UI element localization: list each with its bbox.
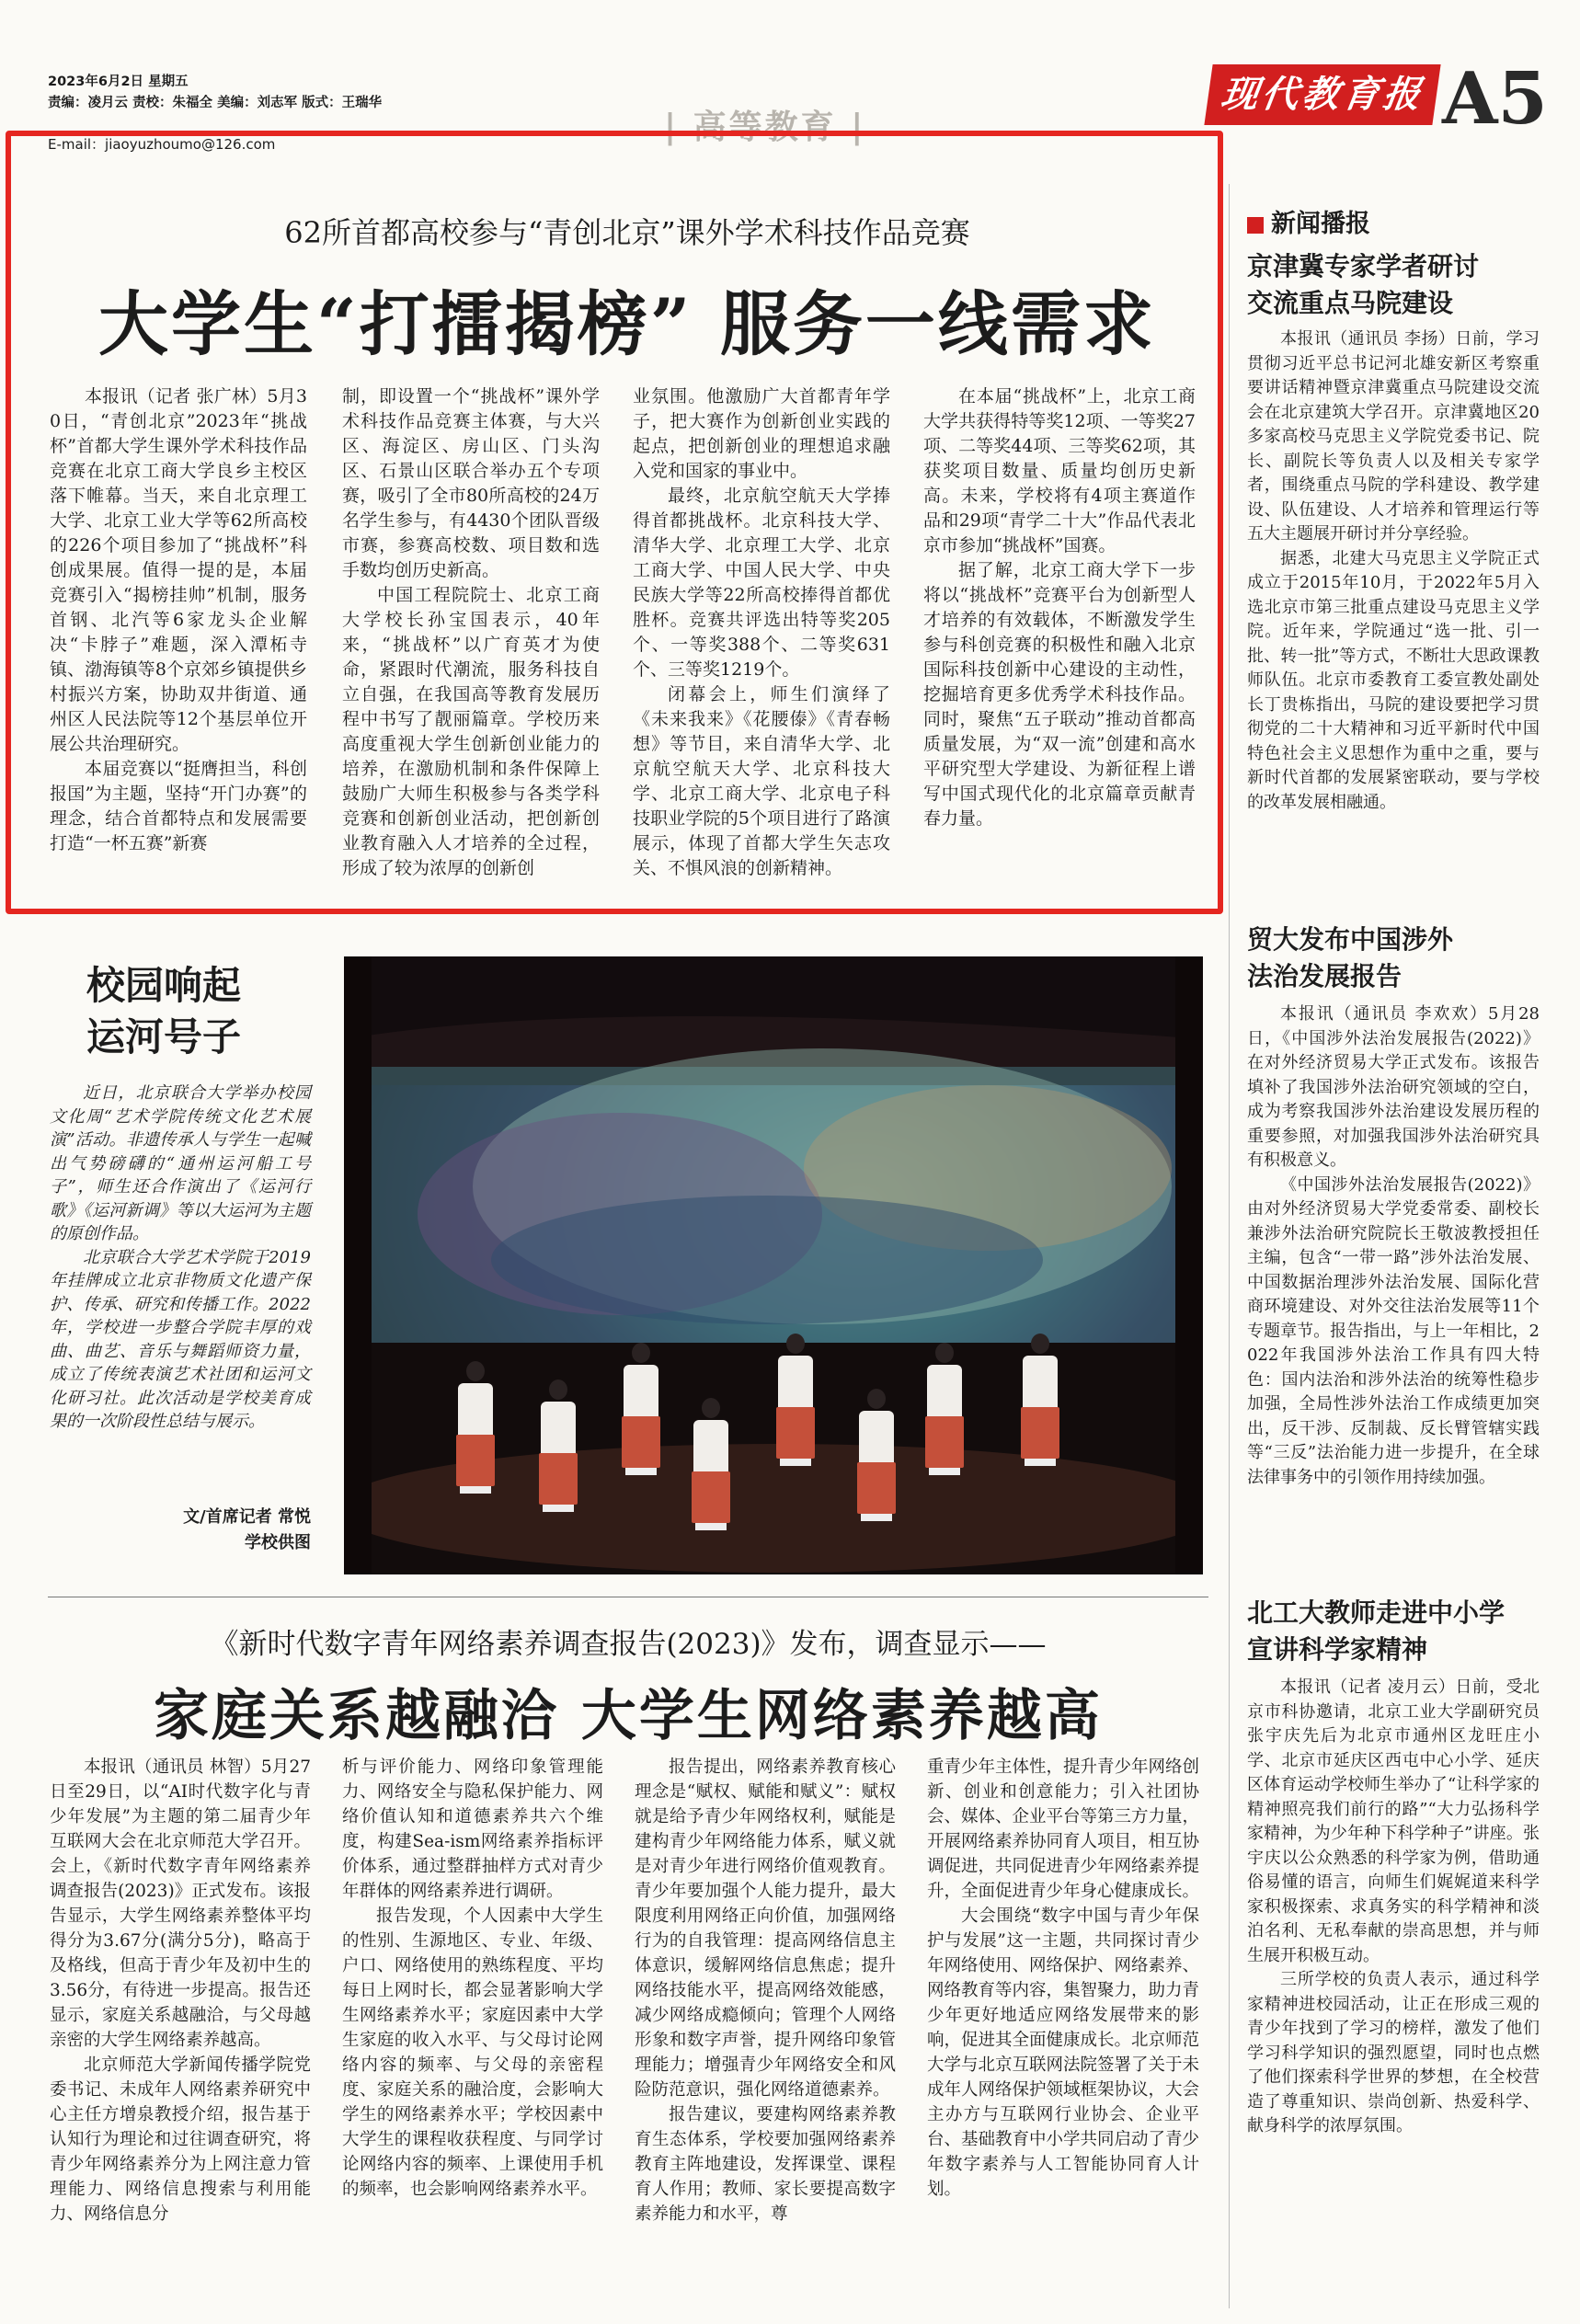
paragraph: 大会围绕“数字中国与青少年保护与发展”这一主题，共同探讨青少年网络使用、网络保护、网络素养、网络教育等内容，集智聚力，助力青少年更好地适应网络发展带来的影响，促进其全面健康成长。北京师范大学与北京互联网法院签署了关于未成年人网络保护领域框架协议，大会主办方与互联网行业协会、企业平台、基础教育中小学共同启动了青少年数字素养与人工智能协同育人计划。 — [927, 1906, 1200, 2199]
paragraph: 报告建议，要建构网络素养教育生态体系，学校要加强网络素养教育主阵地建设，发挥课堂、课程育人作用；教师、家长要提高数字素养能力和水平，尊 — [635, 2105, 896, 2224]
masthead-meta — [48, 72, 382, 114]
paragraph: 业氛围。他激励广大首都青年学子，把大赛作为创新创业实践的起点，把创新创业的理想追求融入党和国家的事业中。 — [633, 386, 890, 481]
campus-story-body — [50, 1082, 311, 1434]
paragraph: 重青少年主体性，提升青少年网络创新、创业和创意能力；引入社团协会、媒体、企业平台等第三方力量，开展网络素养协同育人项目，相互协调促进，共同促进青少年网络素养提升，全面促进青少年身心健康成长。 — [927, 1757, 1200, 1901]
paragraph: 北京师范大学新闻传播学院党委书记、未成年人网络素养研究中心主任方增泉教授介绍，报告基于认知行为理论和过往调查研究，将青少年网络素养分为上网注意力管理能力、网络信息搜索与利用能力、网络信息分 — [50, 2055, 311, 2224]
section-label-text: 新闻播报 — [1271, 210, 1370, 238]
dancer — [690, 1398, 732, 1536]
date-line: 2023年6月2日 星期五 — [48, 74, 189, 89]
paragraph: 北京联合大学艺术学院于2019年挂牌成立北京非物质文化遗产保护、传承、研究和传播工作。2022年，学校进一步整合学院丰厚的戏曲、曲艺、音乐与舞蹈师资力量，成立了传统表演艺术社团和运河文化研习社。此次活动是学校美育成果的一次阶段性总结与展示。 — [50, 1247, 311, 1431]
newspaper-logo: 现代教育报 — [1204, 64, 1440, 125]
sidebar-story1-headline — [1247, 248, 1479, 322]
red-square-icon — [1247, 217, 1264, 234]
campus-story-headline — [86, 960, 241, 1063]
paragraph: 最终，北京航空航天大学捧得首都挑战杯。北京科技大学、清华大学、北京理工大学、北京工商大学、中国人民大学、中央民族大学等22所高校捧得首都优胜杯。竞赛共评选出特等奖205个、一等奖388个、二等奖631个、三等奖1219个。 — [633, 486, 890, 680]
lead-story-column-2 — [342, 384, 600, 881]
paragraph: 析与评价能力、网络印象管理能力、网络安全与隐私保护能力、网络价值认知和道德素养共六个维度，构建Sea-ism网络素养指标评价体系，通过整群抽样方式对青少年群体的网络素养进行调研。 — [342, 1757, 603, 1901]
paragraph: 制，即设置一个“挑战杯”课外学术科技作品竞赛主体赛，与大兴区、海淀区、房山区、门头沟区、石景山区联合举办五个专项赛，吸引了全市80所高校的24万名学生参与，有4430个团队晋级市赛，参赛高校数、项目数和选手数均创历史新高。 — [342, 386, 600, 580]
bottom-story-column-2 — [342, 1755, 603, 2202]
section-title: | 高等教育 | — [664, 108, 866, 146]
dancer — [1019, 1334, 1061, 1471]
sidebar-story2-headline — [1247, 922, 1453, 995]
paragraph: 据悉，北建大马克思主义学院正式成立于2015年10月，于2022年5月入选北京市第三批重点建设马克思主义学院。近年来，学院通过“选一批、引一批、转一批”等方式，不断壮大思政课教师队伍。北京市委教育工委宣教处副处长丁贵栋指出，马院的建设要把学习贯彻党的二十大精神和习近平新时代中国特色社会主义思想作为重中之重，要与新时代首都的发展紧密联动，要与学校的改革发展相融通。 — [1247, 548, 1540, 812]
paragraph: 报告发现，个人因素中大学生的性别、生源地区、专业、年级、户口、网络使用的熟练程度、平均每日上网时长，都会显著影响大学生网络素养水平；家庭因素中大学生家庭的收入水平、与父母讨论网络内容的频率、与父母的亲密程度、家庭关系的融洽度，会影响大学生的网络素养水平；学校因素中大学生的课程收获程度、与同学讨论网络内容的频率、上课使用手机的频率，也会影响网络素养水平。 — [342, 1906, 603, 2199]
dancer — [923, 1343, 966, 1481]
dancer — [855, 1389, 898, 1527]
headline-line: 宣讲科学家精神 — [1247, 1634, 1428, 1665]
paragraph: 本报讯（记者 张广林）5月30日，“青创北京”2023年“挑战杯”首都大学生课外学术科技作品竞赛在北京工商大学良乡主校区落下帷幕。当天，来自北京理工大学、北京工业大学等62所高校的226个项目参加了“挑战杯”科创成果展。值得一提的是，本届竞赛引入“揭榜挂帅”机制，服务首钢、北汽等6家龙头企业解决“卡脖子”难题，深入潭柘寺镇、渤海镇等8个京郊乡镇提供乡村振兴方案，协助双井街道、通州区人民法院等12个基层单位开展公共治理研究。 — [50, 386, 307, 754]
paragraph: 本报讯（通讯员 李欢欢）5月28日，《中国涉外法治发展报告(2022)》在对外经济贸易大学正式发布。该报告填补了我国涉外法治研究领域的空白，成为考察我国涉外法治建设发展历程的重要参照，对加强我国涉外法治研究具有积极意义。 — [1247, 1004, 1540, 1170]
lead-story-column-4 — [923, 384, 1196, 831]
headline-line: 法治发展报告 — [1247, 961, 1403, 991]
credit-line: 学校供图 — [245, 1533, 311, 1552]
headline-line: 校园响起 — [86, 963, 242, 1008]
paragraph: 报告提出，网络素养教育核心理念是“赋权、赋能和赋义”：赋权就是给予青少年网络权利，赋能是建构青少年网络能力体系，赋义就是对青少年进行网络价值观教育。青少年要加强个人能力提升，最大限度利用网络正向价值，加强网络行为的自我管理：提高网络信息主体意识，缓解网络信息焦虑；提升网络技能水平，提高网络效能感，减少网络成瘾倾向；管理个人网络形象和数字声誉，提升网络印象管理能力；增强青少年网络安全和风险防范意识，强化网络道德素养。 — [635, 1757, 896, 2100]
headline-line: 京津冀专家学者研讨 — [1247, 251, 1480, 281]
dancer — [774, 1334, 817, 1471]
dancer — [620, 1343, 662, 1481]
performance-photo — [344, 956, 1203, 1574]
paragraph: 据了解，北京工商大学下一步将以“挑战杯”竞赛平台为创新型人才培养的有效载体，不断激发学生参与科创竞赛的积极性和融入北京国际科技创新中心建设的主动性，挖掘培育更多优秀学术科技作品。同时，聚焦“五子联动”推动首都高质量发展，为“双一流”创建和高水平研究型大学建设、为新征程上谱写中国式现代化的北京篇章贡献青春力量。 — [923, 560, 1196, 829]
sidebar-story1-body — [1247, 327, 1540, 815]
lead-story-column-3 — [633, 384, 890, 881]
dancer — [454, 1361, 497, 1499]
paragraph: 本届竞赛以“挺膺担当，科创报国”为主题，坚持“开门办赛”的理念，结合首都特点和发展需要打造“一杯五赛”新赛 — [50, 759, 307, 853]
sidebar-divider — [1229, 184, 1230, 2308]
paragraph: 近日，北京联合大学举办校园文化周“艺术学院传统文化艺术展演”活动。非遗传承人与学生一起喊出气势磅礴的“通州运河船工号子”，师生还合作演出了《运河行歌》《运河新调》等以大运河为主题的原创作品。 — [50, 1083, 311, 1243]
credit-line: 文/首席记者 常悦 — [183, 1507, 311, 1527]
lead-story-kicker: 62所首都高校参与“青创北京”课外学术科技作品竞赛 — [284, 215, 970, 250]
editors-line: 责编：凌月云 责校：朱福全 美编：刘志军 版式：王瑞华 — [48, 96, 383, 110]
photo-credit — [138, 1505, 311, 1556]
bottom-story-column-1 — [50, 1755, 311, 2227]
bottom-story-column-3 — [635, 1755, 896, 2227]
paragraph: 在本届“挑战杯”上，北京工商大学共获得特等奖12项、一等奖27项、二等奖44项、三等奖62项，其获奖项目数量、质量均创历史新高。未来，学校将有4项主赛道作品和29项“青学二十大”作品代表北京市参加“挑战杯”国赛。 — [923, 386, 1196, 555]
sidebar-section-label — [1247, 206, 1370, 243]
lead-story-headline: 大学生“打擂揭榜” 服务一线需求 — [98, 283, 1156, 365]
paragraph: 本报讯（通讯员 李扬）日前，学习贯彻习近平总书记河北雄安新区考察重要讲话精神暨京津冀重点马院建设交流会在北京建筑大学召开。京津冀地区20多家高校马克思主义学院党委书记、院长、副院长等负责人以及相关专家学者，围绕重点马院的学科建设、教学建设、队伍建设、人才培养和管理运行等五大主题展开研讨并分享经验。 — [1247, 329, 1540, 544]
paragraph: 本报讯（记者 凌月云）日前，受北京市科协邀请，北京工业大学副研究员张宇庆先后为北京市通州区龙旺庄小学、北京市延庆区西屯中心小学、延庆区体育运动学校师生举办了“让科学家的精神照亮我们前行的路”“大力弘扬科学家精神，为少年种下科学种子”讲座。张宇庆以公众熟悉的科学家为例，借助通俗易懂的语言，向师生们娓娓道来科学家积极探索、求真务实的科学精神和淡泊名利、无私奉献的崇高思想，并与师生展开积极互动。 — [1247, 1677, 1540, 1965]
paragraph: 三所学校的负责人表示，通过科学家精神进校园活动，让正在形成三观的青少年找到了学习的榜样，激发了他们学习科学知识的强烈愿望，同时也点燃了他们探索科学世界的梦想，在全校营造了尊重知识、崇尚创新、热爱科学、献身科学的浓厚氛围。 — [1247, 1970, 1540, 2135]
headline-line: 贸大发布中国涉外 — [1247, 924, 1454, 955]
dancer — [537, 1380, 579, 1517]
bottom-story-column-4 — [927, 1755, 1199, 2202]
sidebar-story3-headline — [1247, 1595, 1505, 1668]
paragraph: 中国工程院院士、北京工商大学校长孙宝国表示，40年来，“挑战杯”以广育英才为使命，紧跟时代潮流，服务科技自立自强，在我国高等教育发展历程中书写了靓丽篇章。学校历来高度重视大学生创新创业能力的培养，在激励机制和条件保障上鼓励广大师生积极参与各类学科竞赛和创新创业活动，把创新创业教育融入人才培养的全过程，形成了较为浓厚的创新创 — [342, 585, 600, 878]
paragraph: 本报讯（通讯员 林智）5月27日至29日，以“AI时代数字化与青少年发展”为主题的第二届青少年互联网大会在北京师范大学召开。会上，《新时代数字青年网络素养调查报告(2023)》正式发布。该报告显示，大学生网络素养整体平均得分为3.67分(满分5分)，略高于及格线，但高于青少年及初中生的3.56分，有待进一步提高。报告还显示，家庭关系越融洽，与父母越亲密的大学生网络素养越高。 — [50, 1757, 311, 2050]
bottom-story-headline: 家庭关系越融洽 大学生网络素养越高 — [154, 1684, 1103, 1748]
sidebar-story3-body — [1247, 1676, 1540, 2139]
headline-line: 交流重点马院建设 — [1247, 288, 1454, 318]
page-number: A5 — [1442, 57, 1548, 141]
paragraph: 《中国涉外法治发展报告(2022)》由对外经济贸易大学党委常委、副校长兼涉外法治研究院院长王敬波教授担任主编，包含“一带一路”涉外法治发展、中国数据治理涉外法治发展、国际化营商环境建设、对外交往法治发展等11个专题章节。报告指出，与上一年相比，2022年我国涉外法治工作具有四大特色：国内法治和涉外法治的统筹性稳步加强，全局性涉外法治工作成绩更加突出，反干涉、反制裁、反长臂管辖实践等“三反”法治能力进一步提升，在全球法律事务中的引领作用持续加强。 — [1247, 1174, 1540, 1487]
sidebar-story2-body — [1247, 1002, 1540, 1490]
lead-story-column-1 — [50, 384, 307, 856]
email-line: E-mail：jiaoyuzhoumo@126.com — [48, 136, 276, 153]
paragraph: 闭幕会上，师生们演绎了《未来我来》《花腰傣》《青春畅想》等节目，来自清华大学、北京航空航天大学、北京科技大学、北京工商大学、北京电子科技职业学院的5个项目进行了路演展示，体现了首都大学生矢志攻关、不惧风浪的创新精神。 — [633, 684, 890, 878]
headline-line: 运河号子 — [86, 1014, 242, 1059]
headline-line: 北工大教师走进中小学 — [1247, 1597, 1506, 1628]
bottom-story-kicker: 《新时代数字青年网络素养调查报告(2023)》发布，调查显示—— — [210, 1628, 1047, 1661]
